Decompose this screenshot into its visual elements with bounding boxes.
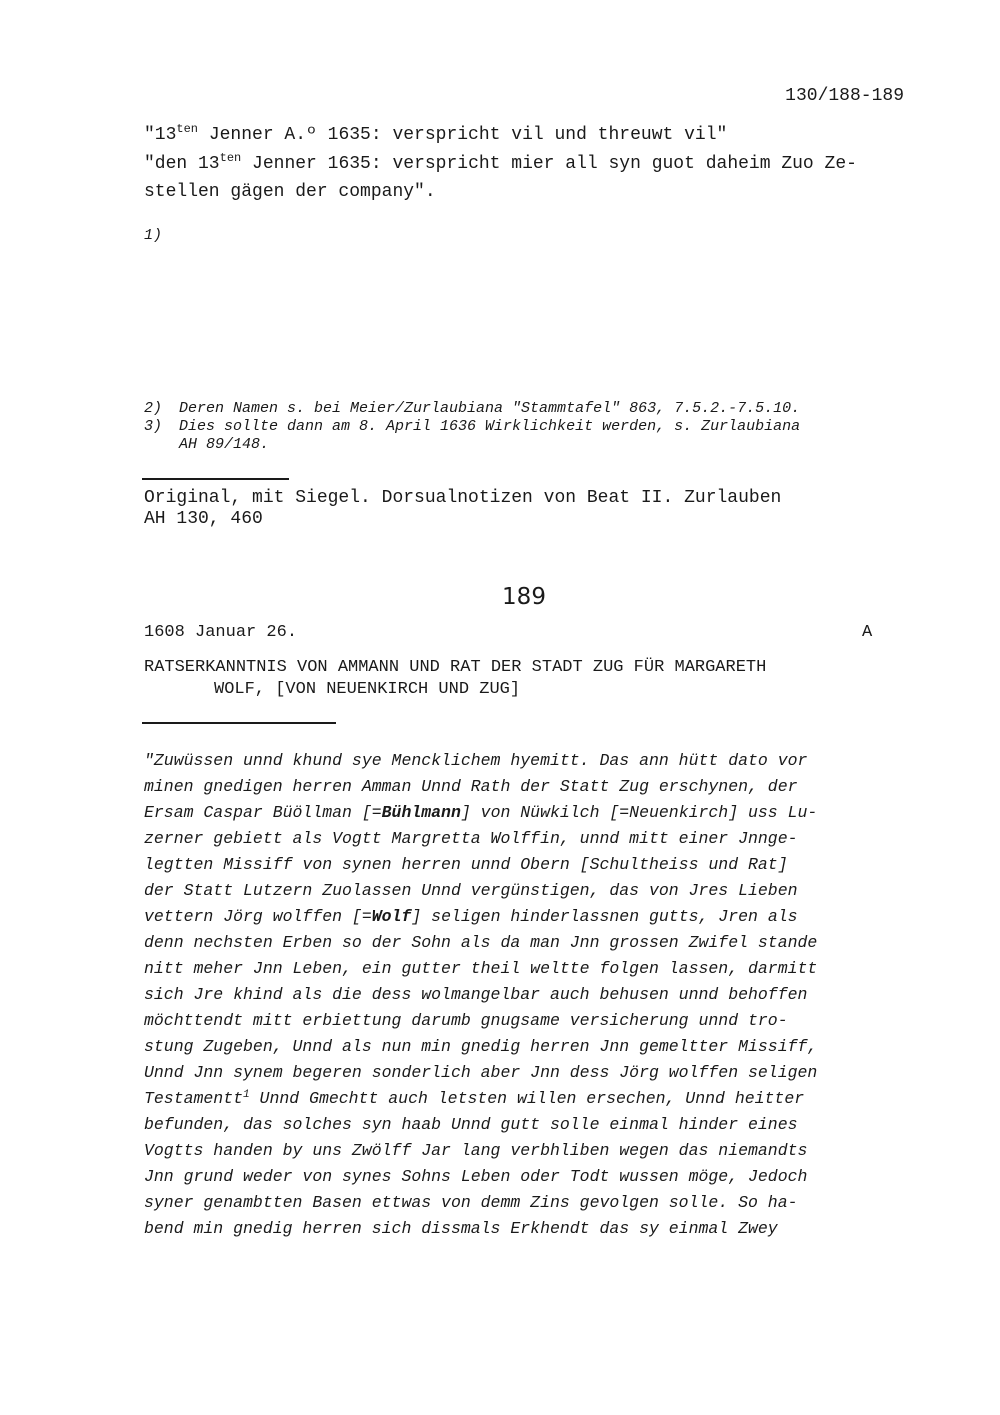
document-date: 1608 Januar 26. — [144, 623, 298, 642]
emphasized-name: Bühlmann — [381, 803, 461, 822]
body-line: syner genambtten Basen ettwas von demm Zins gevolgen solle. So ha- — [144, 1193, 798, 1212]
body-line — [144, 904, 904, 930]
quote-line — [144, 122, 728, 145]
footnote-number: 2) — [144, 400, 163, 417]
body-text: ] von Nüwkilch [=Neuenkirch] uss Lu- — [460, 803, 818, 822]
superscript: ten — [176, 122, 199, 136]
body-line: denn nechsten Erben so der Sohn als da man Jnn grossen Zwifel stande — [144, 933, 818, 952]
archive-reference: AH 130, 460 — [144, 509, 263, 529]
body-line: minen gnedigen herren Amman Unnd Rath der Statt Zug erschynen, der — [144, 777, 798, 796]
body-line: der Statt Lutzern Zuolassen Unnd vergünstigen, das von Jres Lieben — [144, 881, 798, 900]
quote-text: Jenner A.º 1635: verspricht vil und threuwt vil" — [198, 125, 728, 145]
body-line: Vogtts handen by uns Zwölff Jar lang verbhliben wegen das niemandts — [144, 1141, 808, 1160]
body-text: Testamentt — [144, 1089, 244, 1108]
quote-line: stellen gägen der company". — [144, 182, 436, 202]
footnote-1: 1) — [144, 227, 163, 244]
quote-line — [144, 151, 857, 174]
footnote-text: Deren Namen s. bei Meier/Zurlaubiana "Stammtafel" 863, 7.5.2.-7.5.10. — [179, 400, 801, 417]
body-text: Unnd Gmechtt auch letsten willen ersechen, Unnd heitter — [249, 1089, 805, 1108]
quote-text: Jenner 1635: verspricht mier all syn guot daheim Zuo Ze- — [241, 154, 857, 174]
emphasized-name: Wolf — [371, 907, 412, 926]
body-line: legtten Missiff von synen herren unnd Obern [Schultheiss und Rat] — [144, 855, 788, 874]
body-line: bend min gnedig herren sich dissmals Erkhendt das sy einmal Zwey — [144, 1219, 778, 1238]
body-text: ] seligen hinderlassnen gutts, Jren als — [411, 907, 798, 926]
title-divider — [142, 722, 336, 724]
footnote-3-continuation — [144, 436, 269, 453]
body-line: befunden, das solches syn haab Unnd gutt solle einmal hinder eines — [144, 1115, 798, 1134]
footnote-text: AH 89/148. — [179, 436, 270, 453]
page-reference: 130/188-189 — [785, 86, 904, 106]
body-line: Jnn grund weder von synes Sohns Leben oder Todt wussen möge, Jedoch — [144, 1167, 808, 1186]
body-line: nitt meher Jnn Leben, ein gutter theil weltte folgen lassen, darmitt — [144, 959, 818, 978]
body-line: Unnd Jnn synem begeren sonderlich aber Jnn dess Jörg wolffen seligen — [144, 1063, 818, 1082]
footnote-divider — [142, 478, 289, 480]
source-note: Original, mit Siegel. Dorsualnotizen von Beat II. Zurlauben — [144, 488, 782, 508]
document-type: A — [862, 623, 873, 642]
document-title-continuation: WOLF, [VON NEUENKIRCH UND ZUG] — [214, 680, 521, 699]
document-number: 189 — [502, 584, 546, 610]
body-line: zerner gebiett als Vogtt Margretta Wolffin, unnd mitt einer Jnnge- — [144, 829, 798, 848]
superscript: ten — [219, 151, 242, 165]
body-line: möchttendt mitt erbiettung darumb gnugsame versicherung unnd tro- — [144, 1011, 788, 1030]
body-text: vettern Jörg wolffen [= — [144, 907, 372, 926]
body-line — [144, 1086, 904, 1112]
quote-text: "13 — [144, 125, 177, 145]
document-title: RATSERKANNTNIS VON AMMANN UND RAT DER STADT ZUG FÜR MARGARETH — [144, 658, 767, 677]
body-line — [144, 800, 904, 826]
footnote-text: Dies sollte dann am 8. April 1636 Wirklichkeit werden, s. Zurlaubiana — [179, 418, 801, 435]
footnote-marker: 1 — [243, 1089, 250, 1101]
footnote-2 — [144, 400, 800, 417]
quote-text: "den 13 — [144, 154, 220, 174]
body-line: sich Jre khind als die dess wolmangelbar auch behusen unnd behoffen — [144, 985, 808, 1004]
footnote-number: 3) — [144, 418, 163, 435]
body-line: "Zuwüssen unnd khund sye Mencklichem hyemitt. Das ann hütt dato vor — [144, 751, 808, 770]
body-line: stung Zugeben, Unnd als nun min gnedig herren Jnn gemeltter Missiff, — [144, 1037, 818, 1056]
body-text: Ersam Caspar Büöllman [= — [144, 803, 382, 822]
transcription-body — [144, 748, 904, 1242]
footnote-3 — [144, 418, 800, 435]
